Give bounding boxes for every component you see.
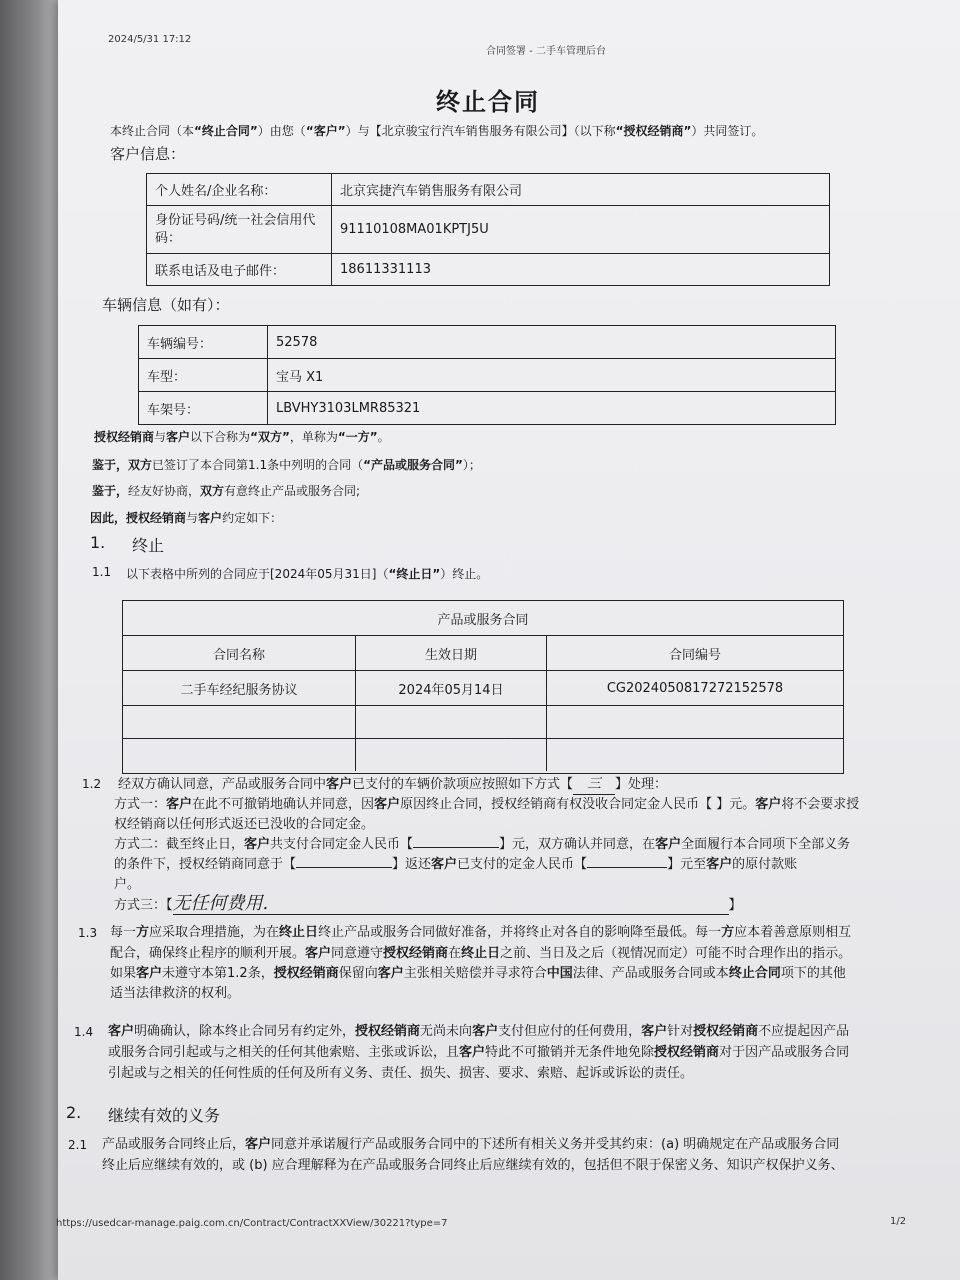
contract-table <box>122 600 844 774</box>
intro-paragraph: 本终止合同（本“终止合同”）由您（“客户”）与【北京骏宝行汽车销售服务有限公司】（以下称“授权经销商”）共同签订。 <box>110 124 764 138</box>
clause-1-3-number: 1.3 <box>78 926 98 940</box>
section-1-number: 1. <box>90 533 106 552</box>
handwritten-option-choice: 三 <box>573 774 615 795</box>
parties-definition: 授权经销商与客户以下合称为“双方”，单称为“一方”。 <box>94 430 390 444</box>
clause-1-2-number: 1.2 <box>82 777 102 791</box>
handwritten-option-3: 无任何费用. <box>173 894 729 915</box>
clause-1-2-text: 经双方确认同意，产品或服务合同中客户已支付的车辆价款项应按照如下方式【 三 】处理： <box>118 774 667 795</box>
contract-number-cell <box>547 706 843 738</box>
contract-name-cell: 二手车经纪服务协议 <box>123 671 356 705</box>
option-1-line-2: 权经销商以任何形式返还已没收的合同定金。 <box>114 817 375 832</box>
clause-1-4-line-2: 或服务合同引起或与之相关的任何其他索赔、主张或诉讼，且客户特此不可撤销并无条件地免除授权经销商对于因产品或服务合同 <box>108 1045 850 1060</box>
print-url: https://usedcar-manage.paig.com.cn/Contract/ContractXXView/30221?type=7 <box>56 1218 448 1229</box>
customer-row-contact <box>147 254 830 286</box>
clause-1-4-line-3: 引起或与之相关的任何性质的任何及所有义务、责任、损失、损害、要求、索赔、起诉或诉讼的责任。 <box>108 1066 694 1081</box>
effective-date-cell <box>356 739 547 771</box>
customer-row-name <box>147 174 830 206</box>
background-page-edge <box>0 0 62 1280</box>
section-1-title: 终止 <box>132 536 165 555</box>
clause-1-3-line-1: 每一方应采取合理措施，为在终止日终止产品或服务合同做好准备，并将终止对各自的影响降至最低。每一方应本着善意原则相互 <box>110 925 852 940</box>
customer-contact-value: 18611331113 <box>332 254 830 286</box>
document-title: 终止合同 <box>436 88 540 116</box>
option-2-line-2: 的条件下，授权经销商同意于【 】返还客户已支付的定金人民币【 】元至客户的原付款账 <box>114 857 798 872</box>
clause-1-3-line-4: 适当法律救济的权利。 <box>110 986 241 1001</box>
vehicle-info-heading: 车辆信息（如有）： <box>102 296 230 314</box>
vehicle-vin-value: LBVHY3103LMR85321 <box>268 392 836 425</box>
customer-info-heading: 客户信息： <box>110 145 186 163</box>
header-contract-number: 合同编号 <box>668 647 721 663</box>
clause-1-4-line-1: 客户明确确认，除本终止合同另有约定外，授权经销商无尚未向客户支付但应付的任何费用，客户针对授权经销商不应提起因产品 <box>108 1024 850 1039</box>
contract-number-cell <box>547 739 843 771</box>
vehicle-row-number <box>139 326 836 359</box>
customer-info-table <box>146 173 830 286</box>
vehicle-number-value: 52578 <box>268 326 836 359</box>
vehicle-model-label: 车型： <box>139 359 268 392</box>
option-1-line-1: 方式一：客户在此不可撤销地确认并同意，因客户原因终止合同，授权经销商有权没收合同定金人民币【 】元。客户将不会要求授 <box>114 797 860 812</box>
therefore-clause: 因此，授权经销商与客户约定如下： <box>90 511 283 525</box>
contract-table-row <box>123 739 843 771</box>
customer-id-value: 91110108MA01KPTJ5U <box>332 206 830 254</box>
contract-table-row <box>123 706 843 739</box>
vehicle-row-model <box>139 359 836 392</box>
document-sheet <box>58 0 960 1280</box>
clause-1-3-line-3: 如果客户未遵守本第1.2条，授权经销商保留向客户主张相关赔偿并寻求符合中国法律、产品或服务合同或本终止合同项下的其他 <box>110 966 846 981</box>
clause-1-3-line-2: 配合，确保终止程序的顺利开展。客户同意遵守授权经销商在终止日之前、当日及之后（视情况而定）可能不时合理作出的指示。 <box>110 946 852 961</box>
contract-name-cell <box>123 739 356 771</box>
effective-date-cell <box>356 706 547 738</box>
option-3-line: 方式三：【无任何费用. 】 <box>114 893 742 914</box>
customer-row-id <box>147 206 830 254</box>
clause-1-4-number: 1.4 <box>74 1025 94 1039</box>
contract-number-cell: CG2024050817272152578 <box>606 680 784 696</box>
whereas-clause-1: 鉴于，双方已签订了本合同第1.1条中列明的合同（“产品或服务合同”）； <box>92 458 481 472</box>
contract-name-cell <box>123 706 356 738</box>
vehicle-row-vin <box>139 392 836 425</box>
clause-2-1-line-1: 产品或服务合同终止后，客户同意并承诺履行产品或服务合同中的下述所有相关义务并受其约束：(a) 明确规定在产品或服务合同 <box>102 1137 840 1152</box>
contract-table-caption: 产品或服务合同 <box>123 601 843 636</box>
customer-contact-label: 联系电话及电子邮件： <box>147 254 332 286</box>
option-2-line-3: 户。 <box>114 877 141 892</box>
header-effective-date: 生效日期 <box>356 636 547 670</box>
print-page-number: 1/2 <box>890 1216 907 1227</box>
section-2-number: 2. <box>66 1103 82 1122</box>
header-contract-name: 合同名称 <box>123 636 356 670</box>
print-datetime: 2024/5/31 17:12 <box>108 34 192 45</box>
clause-2-1-line-2: 终止后应继续有效的，或 (b) 应合理解释为在产品或服务合同终止后应继续有效的，包括但不限于保密义务、知识产权保护义务、 <box>102 1158 844 1173</box>
section-2-title: 继续有效的义务 <box>108 1106 221 1125</box>
whereas-clause-2: 鉴于，经友好协商，双方有意终止产品或服务合同; <box>92 484 361 498</box>
vehicle-number-label: 车辆编号： <box>139 326 268 359</box>
vehicle-model-value: 宝马 X1 <box>268 359 836 392</box>
customer-id-label: 身份证号码/统一社会信用代码： <box>147 206 332 254</box>
vehicle-vin-label: 车架号： <box>139 392 268 425</box>
option-2-line-1: 方式二：截至终止日，客户共支付合同定金人民币【 】元，双方确认并同意，在客户全面履行本合同项下全部义务 <box>114 837 851 852</box>
clause-2-1-number: 2.1 <box>68 1138 88 1152</box>
effective-date-cell: 2024年05月14日 <box>356 671 547 705</box>
clause-1-1-number: 1.1 <box>92 565 112 579</box>
contract-table-row <box>123 671 843 706</box>
customer-name-label: 个人姓名/企业名称： <box>147 174 332 206</box>
contract-table-header-row <box>123 636 843 671</box>
vehicle-info-table <box>138 325 836 425</box>
customer-name-value: 北京宾捷汽车销售服务有限公司 <box>332 174 830 206</box>
print-page-title: 合同签署 - 二手车管理后台 <box>486 46 606 57</box>
clause-1-1-text: 以下表格中所列的合同应于[2024年05月31日]（“终止日”）终止。 <box>126 567 489 581</box>
